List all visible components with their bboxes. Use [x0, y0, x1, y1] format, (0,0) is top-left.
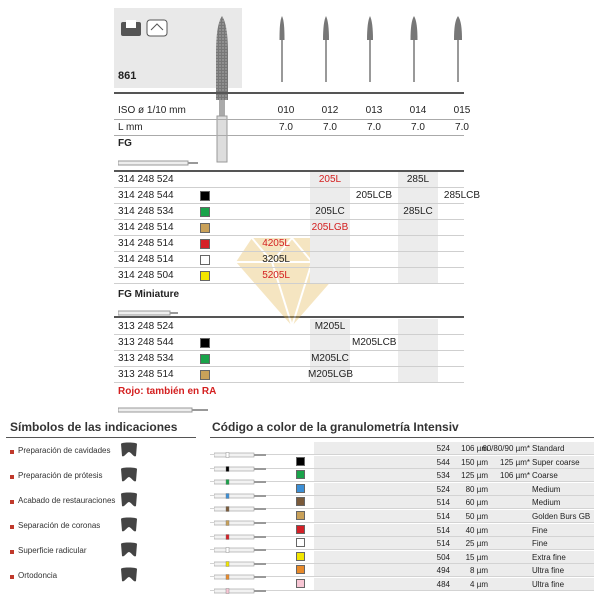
bullet-icon: [10, 450, 14, 454]
grit-name: Fine: [532, 525, 548, 535]
grit-color-swatch: [296, 511, 305, 520]
product-cell[interactable]: M205LC: [311, 353, 349, 364]
symbol-label: Superficie radicular: [18, 546, 87, 555]
bur-column-010: [276, 14, 288, 84]
grit-bur-icon: [214, 540, 266, 546]
column-shade: [310, 236, 350, 251]
catalog-code: 314 248 504: [118, 270, 174, 281]
grit-color-swatch: [296, 470, 305, 479]
grit-bur-icon: [214, 499, 266, 505]
grit-size: 50 µm: [465, 512, 488, 521]
row-divider: [114, 382, 464, 383]
grit-color-swatch: [296, 579, 305, 588]
symbols-title: Símbolos de las indicaciones: [10, 420, 178, 434]
catalog-code: 314 248 514: [118, 222, 174, 233]
product-cell[interactable]: M205LCB: [352, 337, 397, 348]
grit-size: 25 µm: [465, 539, 488, 549]
iso-value: 012: [321, 105, 339, 116]
column-shade: [398, 252, 438, 267]
grit-size: 80 µm: [465, 484, 488, 494]
column-shade: [398, 188, 438, 203]
grit-color-swatch: [296, 538, 305, 547]
grit-extra: 60/80/90 µm*: [482, 444, 530, 453]
column-shade: [398, 236, 438, 251]
grit-color-swatch: [296, 525, 305, 534]
column-shade: [398, 351, 438, 366]
grit-extra: 106 µm*: [500, 471, 530, 481]
grit-size: 60 µm: [465, 498, 488, 508]
grit-size: 150 µm: [461, 457, 488, 467]
ra-note: Rojo: también en RA: [118, 386, 217, 397]
iso-value: 014: [409, 105, 427, 116]
grit-bur-icon: [214, 445, 266, 451]
column-shade: [310, 268, 350, 283]
grit-bur-icon: [214, 459, 266, 465]
grit-code: 524: [436, 484, 450, 494]
column-shade: [398, 319, 438, 334]
grit-divider: [210, 590, 594, 591]
bullet-icon: [10, 575, 14, 579]
iso-value: 013: [365, 105, 383, 116]
symbol-label: Acabado de restauraciones: [18, 496, 116, 505]
bullet-icon: [10, 525, 14, 529]
ra-bur-icon: [118, 401, 208, 409]
symbols-section: [6, 420, 196, 596]
fg-mini-label: FG Miniature: [118, 289, 180, 300]
l-value: 7.0: [367, 122, 381, 133]
symbol-label: Preparación de cavidades: [18, 446, 111, 455]
product-cell[interactable]: 285LC: [403, 206, 433, 217]
grit-code: 544: [436, 457, 450, 467]
grit-size: 106 µm: [461, 444, 488, 453]
fg-bur-icon: [118, 154, 198, 162]
crown-prep-icon: [118, 465, 140, 485]
product-cell[interactable]: M205LGB: [308, 369, 354, 380]
bullet-icon: [10, 475, 14, 479]
product-cell[interactable]: 205LC: [315, 206, 345, 217]
grit-bur-icon: [214, 472, 266, 478]
bur-column-014: [408, 14, 420, 84]
grit-color-swatch: [296, 484, 305, 493]
tooth-cavity-icon: [118, 440, 140, 460]
orthodontics-icon: [118, 565, 140, 585]
grit-code: 504: [436, 552, 450, 562]
bullet-icon: [10, 500, 14, 504]
grit-size: 8 µm: [470, 566, 488, 576]
bur-column-012: [320, 14, 332, 84]
grit-code: 534: [436, 471, 450, 481]
iso-label: ISO ø 1/10 mm: [118, 105, 186, 116]
grit-name: Extra fine: [532, 552, 566, 562]
product-cell[interactable]: 5205L: [262, 270, 290, 281]
product-cell[interactable]: 3205L: [262, 254, 290, 265]
product-cell[interactable]: 205L: [318, 174, 342, 185]
grit-color-swatch: [296, 552, 305, 561]
grit-title: Código a color de la granulometría Intensiv: [212, 420, 459, 434]
catalog-code: 313 248 514: [118, 369, 174, 380]
grit-bur-icon: [214, 554, 266, 560]
column-shade: [310, 188, 350, 203]
tooth-cavity-icon: [120, 18, 142, 38]
grit-size: 4 µm: [470, 580, 488, 589]
grit-code: 514: [436, 498, 450, 508]
column-shade: [398, 268, 438, 283]
grit-color-swatch: [296, 457, 305, 466]
grit-name: Medium: [532, 498, 561, 508]
catalog-code: 313 248 544: [118, 337, 174, 348]
symbol-label: Separación de coronas: [18, 521, 101, 530]
color-swatch: [200, 370, 210, 380]
bur-diamond-icon: [210, 14, 234, 164]
grit-bur-icon: [214, 486, 266, 492]
restoration-icon: [118, 490, 140, 510]
fg-mini-bur-icon: [118, 304, 178, 312]
symbol-label: Ortodoncia: [18, 571, 58, 580]
color-swatch: [200, 191, 210, 201]
product-cell[interactable]: 285L: [406, 174, 430, 185]
grit-name: Ultra fine: [532, 580, 565, 589]
catalog-code: 314 248 524: [118, 174, 174, 185]
grit-size: 40 µm: [465, 525, 488, 535]
product-code: 861: [118, 70, 137, 82]
grit-name: Coarse: [532, 471, 558, 481]
grit-bur-icon: [214, 513, 266, 519]
catalog-code: 314 248 544: [118, 190, 174, 201]
bur-column-013: [364, 14, 376, 84]
color-swatch: [200, 255, 210, 265]
catalog-code: 313 248 524: [118, 321, 174, 332]
catalog-code: 313 248 534: [118, 353, 174, 364]
grit-bur-icon: [214, 581, 266, 587]
product-cell[interactable]: 285LCB: [443, 190, 481, 201]
color-swatch: [200, 354, 210, 364]
grit-extra: 125 µm*: [500, 457, 530, 467]
catalog-code: 314 248 514: [118, 238, 174, 249]
color-swatch: [200, 223, 210, 233]
row-divider: [114, 283, 464, 284]
l-value: 7.0: [323, 122, 337, 133]
symbol-label: Preparación de prótesis: [18, 471, 103, 480]
bullet-icon: [10, 550, 14, 554]
product-cell[interactable]: M205L: [314, 321, 346, 332]
bur-column-015: [452, 14, 464, 84]
catalog-code: 314 248 514: [118, 254, 174, 265]
grit-name: Ultra fine: [532, 566, 565, 576]
column-shade: [398, 335, 438, 350]
iso-value: 015: [453, 105, 471, 116]
catalog-code: 314 248 534: [118, 206, 174, 217]
product-cell[interactable]: 205LCB: [355, 190, 393, 201]
color-swatch: [200, 207, 210, 217]
grit-color-swatch: [296, 565, 305, 574]
grit-size: 15 µm: [465, 552, 488, 562]
grit-name: Super coarse: [532, 457, 580, 467]
grit-color-swatch: [296, 497, 305, 506]
grit-bur-icon: [214, 567, 266, 573]
l-value: 7.0: [411, 122, 425, 133]
column-shade: [398, 220, 438, 235]
iso-value: 010: [277, 105, 295, 116]
product-cell[interactable]: 4205L: [262, 238, 290, 249]
l-label: L mm: [118, 122, 143, 133]
product-cell[interactable]: 205LGB: [311, 222, 349, 233]
tooth-prosthesis-icon: [146, 18, 168, 38]
l-value: 7.0: [455, 122, 469, 133]
grit-section: [210, 420, 594, 596]
grit-code: 524: [436, 444, 450, 453]
grit-size: 125 µm: [461, 471, 488, 481]
grit-name: Golden Burs GB: [532, 512, 591, 521]
color-swatch: [200, 271, 210, 281]
product-table: [114, 8, 594, 408]
root-surface-icon: [118, 540, 140, 560]
grit-name: Fine: [532, 539, 548, 549]
grit-code: 494: [436, 566, 450, 576]
grit-name: Standard: [532, 444, 565, 453]
crown-separation-icon: [118, 515, 140, 535]
color-swatch: [200, 239, 210, 249]
grit-code: 514: [436, 525, 450, 535]
l-value: 7.0: [279, 122, 293, 133]
column-shade: [310, 335, 350, 350]
column-shade: [310, 252, 350, 267]
column-shade: [398, 367, 438, 382]
fg-label: FG: [118, 138, 132, 149]
grit-code: 514: [436, 512, 450, 521]
grit-name: Medium: [532, 484, 561, 494]
grit-code: 514: [436, 539, 450, 549]
color-swatch: [200, 338, 210, 348]
grit-bur-icon: [214, 527, 266, 533]
grit-code: 484: [436, 580, 450, 589]
